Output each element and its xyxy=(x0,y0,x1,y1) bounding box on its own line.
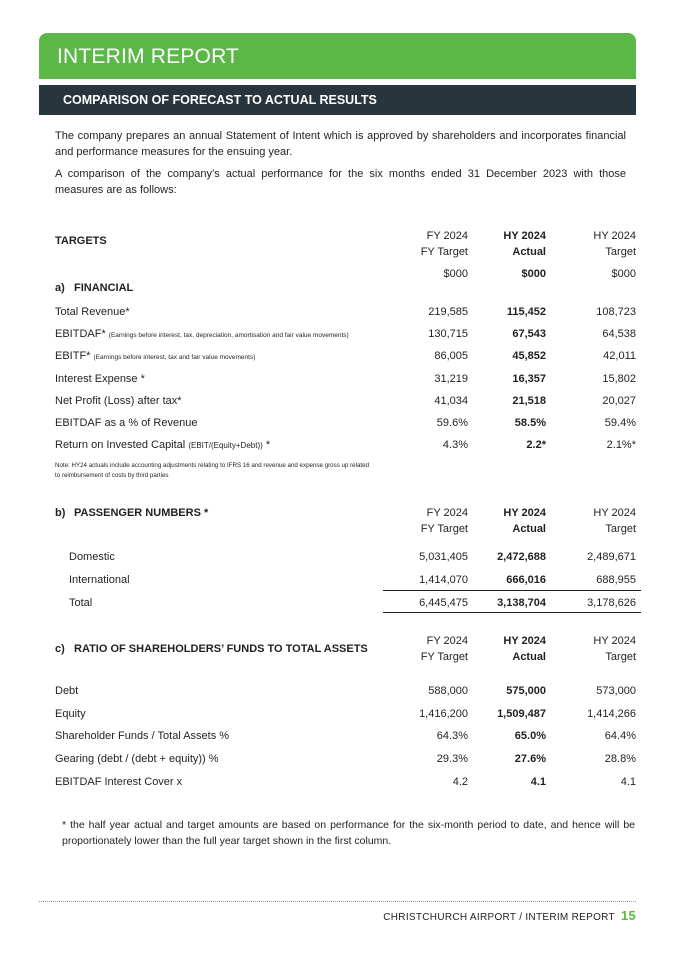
ratio-row-hy-target: 28.8% xyxy=(604,753,636,765)
targets-col3-header xyxy=(593,228,636,282)
col3-year: HY 2024 xyxy=(593,230,636,242)
financial-row-fy-target: 130,715 xyxy=(428,328,468,340)
ratio-col3-header xyxy=(593,633,636,665)
passenger-col3-header xyxy=(593,505,636,537)
financial-row-hy-target: 42,011 xyxy=(603,350,636,362)
section-bar xyxy=(39,85,636,115)
ratio-row-fy-target: 64.3% xyxy=(436,730,468,742)
page-number: 15 xyxy=(620,908,636,923)
ratio-row-hy-target: 1,414,266 xyxy=(587,708,636,720)
passenger-col1-header xyxy=(421,505,468,537)
financial-row-hy-actual: 45,852 xyxy=(512,350,546,362)
ratio-row-hy-target: 64.4% xyxy=(604,730,636,742)
ratio-row-hy-actual: 1,509,487 xyxy=(497,708,546,720)
col2-type: Actual xyxy=(512,651,546,663)
col1-year: FY 2024 xyxy=(426,635,468,647)
ratio-row-label: EBITDAF Interest Cover x xyxy=(55,776,183,788)
financial-row-hy-actual: 67,543 xyxy=(512,328,546,340)
financial-heading: FINANCIAL xyxy=(74,282,134,294)
financial-row-hy-actual: 16,357 xyxy=(512,373,546,385)
financial-row-hy-actual: 58.5% xyxy=(514,417,546,429)
passenger-row-fy-target: 1,414,070 xyxy=(419,574,468,586)
passenger-row-fy-target: 5,031,405 xyxy=(419,551,468,563)
ratio-row-label: Debt xyxy=(55,685,79,697)
col3-year: HY 2024 xyxy=(593,507,636,519)
row-label-note: (EBIT/(Equity+Debt)) xyxy=(188,441,263,450)
footer-divider xyxy=(39,901,636,902)
col2-year: HY 2024 xyxy=(503,230,546,242)
page-footer xyxy=(383,908,636,923)
financial-row-fy-target: 4.3% xyxy=(442,439,468,451)
col2-year: HY 2024 xyxy=(503,635,546,647)
col3-unit: $000 xyxy=(611,268,636,280)
targets-title: TARGETS xyxy=(55,235,107,247)
ratio-row-fy-target: 1,416,200 xyxy=(419,708,468,720)
financial-row-hy-target: 64,538 xyxy=(602,328,636,340)
ratio-row-hy-actual: 27.6% xyxy=(514,753,546,765)
row-label-text: EBITDAF* xyxy=(55,328,106,340)
row-label-note: (Earnings before interest, tax, depreciation, amortisation and fair value movements) xyxy=(108,332,349,339)
financial-row-label xyxy=(55,439,270,451)
financial-note: Note: HY24 actuals include accounting adjustments relating to IFRS 16 and revenue and expense gross up related to reimbursement of costs by third parties xyxy=(55,462,370,479)
passenger-row-hy-target: 2,489,671 xyxy=(587,551,636,563)
ratio-col1-header xyxy=(421,633,468,665)
passenger-row-hy-actual: 3,138,704 xyxy=(497,597,546,609)
col1-year: FY 2024 xyxy=(426,507,468,519)
ratio-row-hy-target: 4.1 xyxy=(620,776,636,788)
financial-row-hy-target: 2.1%* xyxy=(606,439,636,451)
financial-row-label xyxy=(55,328,349,340)
ratio-row-fy-target: 29.3% xyxy=(436,753,468,765)
col1-year: FY 2024 xyxy=(426,230,468,242)
row-label-text: EBITF* xyxy=(55,350,91,362)
ratio-letter: c) xyxy=(55,643,65,655)
passenger-row-fy-target: 6,445,475 xyxy=(419,597,468,609)
ratio-row-hy-target: 573,000 xyxy=(596,685,636,697)
row-label-note: (Earnings before interest, tax and fair value movements) xyxy=(93,354,256,361)
total-rule xyxy=(383,612,641,613)
passenger-letter: b) xyxy=(55,507,66,519)
intro-paragraph-2: A comparison of the company’s actual performance for the six months ended 31 December 2023 with those measures are as follows: xyxy=(55,168,626,196)
financial-row-hy-target: 108,723 xyxy=(596,306,636,318)
passenger-row-label: Domestic xyxy=(69,551,115,563)
ratio-row-label: Shareholder Funds / Total Assets % xyxy=(55,730,230,742)
footer-text: CHRISTCHURCH AIRPORT / INTERIM REPORT xyxy=(383,912,615,923)
financial-letter: a) xyxy=(55,282,65,294)
ratio-row-hy-actual: 575,000 xyxy=(506,685,546,697)
passenger-row-label: International xyxy=(69,574,130,586)
passenger-row-label: Total xyxy=(69,597,93,609)
ratio-row-label: Gearing (debt / (debt + equity)) % xyxy=(55,753,219,765)
row-label-text: Return on Invested Capital xyxy=(55,439,186,451)
financial-row-fy-target: 86,005 xyxy=(434,350,468,362)
col1-type: FY Target xyxy=(420,651,468,663)
financial-row-hy-actual: 21,518 xyxy=(512,395,546,407)
ratio-heading: RATIO OF SHAREHOLDERS’ FUNDS TO TOTAL ASSETS xyxy=(74,643,368,655)
financial-row-fy-target: 219,585 xyxy=(428,306,468,318)
financial-row-hy-actual: 2.2* xyxy=(526,439,546,451)
col3-type: Target xyxy=(605,523,636,535)
financial-row-fy-target: 41,034 xyxy=(434,395,468,407)
ratio-row-fy-target: 588,000 xyxy=(428,685,468,697)
financial-row-label: Total Revenue* xyxy=(55,306,130,318)
ratio-row-hy-actual: 4.1 xyxy=(530,776,546,788)
ratio-row-fy-target: 4.2 xyxy=(452,776,468,788)
ratio-row-hy-actual: 65.0% xyxy=(514,730,546,742)
passenger-row-hy-actual: 666,016 xyxy=(506,574,546,586)
financial-row-label: Net Profit (Loss) after tax* xyxy=(55,395,182,407)
section-title: COMPARISON OF FORECAST TO ACTUAL RESULTS xyxy=(63,93,377,107)
row-label-suffix: * xyxy=(262,439,271,451)
financial-row-hy-actual: 115,452 xyxy=(506,306,546,318)
financial-row-label xyxy=(55,350,255,362)
report-banner xyxy=(39,33,636,79)
col1-unit: $000 xyxy=(443,268,468,280)
report-title: INTERIM REPORT xyxy=(57,45,240,68)
col1-type: FY Target xyxy=(420,523,468,535)
financial-row-fy-target: 59.6% xyxy=(436,417,468,429)
col2-type: Actual xyxy=(512,523,546,535)
col2-type: Actual xyxy=(512,246,546,258)
col3-type: Target xyxy=(605,651,636,663)
financial-row-label: Interest Expense * xyxy=(55,373,145,385)
passenger-row-hy-target: 3,178,626 xyxy=(587,597,636,609)
col3-type: Target xyxy=(605,246,636,258)
financial-row-fy-target: 31,219 xyxy=(434,373,468,385)
passenger-row-hy-target: 688,955 xyxy=(596,574,636,586)
intro-paragraph-1: The company prepares an annual Statement of Intent which is approved by shareholders and incorporates financial and performance measures for the ensuing year. xyxy=(55,130,626,158)
footnote: * the half year actual and target amounts are based on performance for the six-month period to date, and hence will be proportionately lower than the full year target shown in the first column. xyxy=(62,819,635,847)
col2-year: HY 2024 xyxy=(503,507,546,519)
col1-type: FY Target xyxy=(420,246,468,258)
financial-row-hy-target: 15,802 xyxy=(602,373,636,385)
subtotal-rule xyxy=(383,590,641,591)
passenger-row-hy-actual: 2,472,688 xyxy=(497,551,546,563)
col3-year: HY 2024 xyxy=(593,635,636,647)
financial-row-hy-target: 59.4% xyxy=(604,417,636,429)
passenger-col2-header xyxy=(503,505,546,537)
targets-col1-header xyxy=(421,228,468,282)
ratio-col2-header xyxy=(503,633,546,665)
financial-row-label: EBITDAF as a % of Revenue xyxy=(55,417,198,429)
financial-row-hy-target: 20,027 xyxy=(602,395,636,407)
col2-unit: $000 xyxy=(521,268,546,280)
passenger-heading: PASSENGER NUMBERS * xyxy=(74,507,209,519)
ratio-row-label: Equity xyxy=(55,708,86,720)
targets-col2-header xyxy=(503,228,546,282)
